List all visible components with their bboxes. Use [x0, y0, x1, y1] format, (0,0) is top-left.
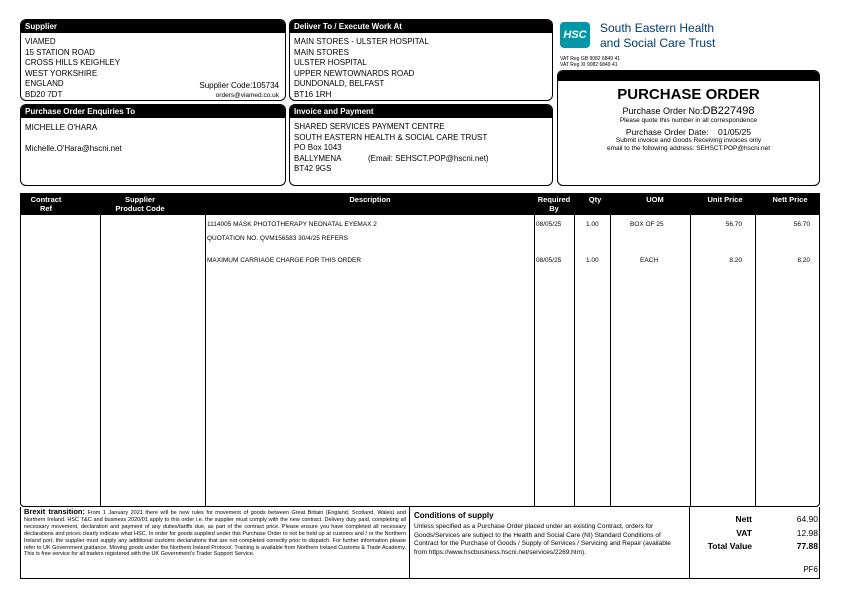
supplier-address: [25, 37, 120, 101]
col-divider: [100, 215, 101, 507]
po-quote-note: Please quote this number in all correspondence: [619, 117, 758, 124]
po-title: PURCHASE ORDER: [617, 86, 760, 103]
po-date-row: [558, 127, 819, 137]
conditions-text: Unless specified as a Purchase Order placed under an existing Contract, orders for Goods/Services are subject to the Health and Social Care (NI) Standard Conditions of Contract for the Purchase of Goods / Supply of Services / Servicing and Repair (available from https://www.hscbusiness.hscni.net/services/2269.htm).: [414, 523, 671, 556]
row2-qty: 1.00: [586, 257, 599, 264]
po-number-row: [558, 105, 819, 117]
row1-qty: 1.00: [586, 221, 599, 228]
totals-labels: [692, 513, 752, 554]
nett-label: Nett: [735, 514, 752, 524]
hsc-logo: HSC: [560, 22, 590, 48]
enquiries-name: MICHELLE O'HARA: [25, 123, 98, 132]
supplier-code: Supplier Code:105734: [199, 81, 279, 90]
row1-desc1: 1114005 MASK PHOTOTHERAPY NEONATAL EYEMAX 2: [207, 221, 377, 228]
vat-label: VAT: [736, 527, 752, 538]
col-divider: [574, 215, 575, 507]
po-submit-note: [558, 137, 819, 153]
invoice-line: PO Box 1043: [294, 143, 342, 153]
invoice-header: Invoice and Payment: [290, 105, 552, 118]
po-date: 01/05/25: [718, 127, 752, 137]
row1-uom: BOX OF 25: [630, 221, 664, 228]
deliver-address: [294, 37, 429, 101]
row2-desc1: MAXIMUM CARRIAGE CHARGE FOR THIS ORDER: [207, 257, 362, 264]
po-number-label: Purchase Order No:: [622, 106, 703, 116]
th-required-by: Required By: [537, 195, 571, 213]
col-divider: [205, 215, 206, 507]
deliver-header: Deliver To / Execute Work At: [290, 20, 552, 33]
row1-unit: 56.70: [725, 221, 742, 228]
row2-uom: EACH: [640, 257, 659, 264]
vat-reg-line1: VAT Reg GB 9082 6849 41: [560, 56, 621, 62]
brexit-text: From 1 January 2021 there will be new rules for movement of goods between Great Britain (England, Scotland, Wales) and Northern Ireland. HSC T&C and business 2020/01 apply to this order i.e. the supplier must comply with the new contract. Delivery duty paid, completing all necessary movement, declaration and payment of any duties/tariffs due, as part of the contract price. Please ensure you have completed all necessary declarations and prices clearly indicate what HSC. In order for goods supplied under this Purchase Order to not be held up at customs and / or the Northern Ireland port, the supplier must supply any additional customs declarations that are not completed correctly prior to dispatch. For further information please refer to UK Government guidance, Moving goods under the Northern Ireland Protocol. Training is available from Northern Ireland Customs & Trade Academy. This is free service for all traders registered with the UK Government's Trader Support Service.: [24, 510, 406, 558]
th-contract-ref: Contract Ref: [30, 195, 62, 213]
nett-value: 64.90: [796, 514, 818, 524]
row2-unit: 8.20: [729, 257, 742, 264]
col-divider: [690, 215, 691, 507]
invoice-line: BALLYMENA: [294, 153, 342, 163]
row1-nett: 56.70: [793, 221, 810, 228]
col-divider: [534, 215, 535, 507]
invoice-line: SOUTH EASTERN HEALTH & SOCIAL CARE TRUST: [294, 132, 488, 142]
deliver-line: BT16 1RH: [294, 89, 332, 99]
brexit-box: [20, 507, 410, 579]
invoice-email[interactable]: (Email: SEHSCT.POP@hscni.net): [368, 154, 489, 163]
supplier-email[interactable]: orders@viamed.co.uk: [215, 92, 279, 99]
supplier-line: CROSS HILLS KEIGHLEY: [25, 58, 121, 68]
totals-values: [760, 513, 818, 554]
supplier-box: [20, 19, 286, 101]
po-submit-line1: Submit invoice and Goods Receiving invoices only: [615, 137, 762, 144]
col-divider: [755, 215, 756, 507]
trust-name: [600, 21, 715, 51]
invoice-address: [294, 122, 487, 175]
po-date-label: Purchase Order Date:: [625, 127, 709, 137]
row1-desc2: QUOTATION NO. QVM156583 30/4/25 REFERS: [207, 235, 349, 242]
footer-code: PF6: [803, 565, 818, 574]
th-qty: Qty: [588, 195, 602, 204]
th-uom: UOM: [646, 195, 664, 204]
table-header: [20, 193, 820, 215]
invoice-line: BT42 9GS: [294, 164, 332, 174]
trust-name-line1: South Eastern Health: [600, 21, 715, 35]
enquiries-email[interactable]: Michelle.O'Hara@hscni.net: [25, 144, 122, 153]
supplier-line: 15 STATION ROAD: [25, 47, 95, 57]
deliver-to-box: [289, 19, 553, 101]
deliver-line: DUNDONALD, BELFAST: [294, 79, 385, 89]
row2-nett: 8.20: [797, 257, 810, 264]
po-submit-line2: email to the following address: SEHSCT.POP@hscni.net: [606, 145, 771, 152]
conditions-box: [410, 507, 690, 579]
th-unit-price: Unit Price: [707, 195, 743, 204]
invoice-line: SHARED SERVICES PAYMENT CENTRE: [294, 122, 445, 131]
items-table: [20, 193, 820, 507]
supplier-line: WEST YORKSHIRE: [25, 68, 98, 78]
po-number: DB227498: [702, 105, 755, 117]
trust-name-line2: and Social Care Trust: [600, 36, 716, 50]
row2-required: 08/05/25: [536, 257, 562, 264]
deliver-line: MAIN STORES: [294, 47, 349, 57]
deliver-line: MAIN STORES - ULSTER HOSPITAL: [294, 37, 429, 46]
deliver-line: UPPER NEWTOWNARDS ROAD: [294, 68, 415, 78]
invoice-box: [289, 104, 553, 186]
supplier-header: Supplier: [21, 20, 285, 33]
row1-required: 08/05/25: [536, 221, 562, 228]
vat-reg-line2: VAT Reg XI 9082 6849 41: [560, 62, 618, 68]
conditions-title: Conditions of supply: [414, 511, 494, 520]
enquiries-header: Purchase Order Enquiries To: [21, 105, 285, 118]
total-value: 77.88: [796, 541, 818, 551]
th-supplier-code: Supplier Product Code: [115, 195, 165, 213]
supplier-line: VIAMED: [25, 37, 56, 46]
purchase-order-box: [557, 70, 820, 186]
supplier-line: ENGLAND: [25, 79, 64, 89]
col-divider: [610, 215, 611, 507]
enquiries-box: [20, 104, 286, 186]
supplier-line: BD20 7DT: [25, 89, 63, 99]
th-description: Description: [349, 195, 391, 204]
po-top-bar: [558, 71, 819, 81]
total-label: Total Value: [707, 541, 752, 551]
th-nett-price: Nett Price: [772, 195, 808, 204]
vat-reg: [560, 56, 620, 68]
deliver-line: ULSTER HOSPITAL: [294, 58, 367, 68]
vat-value: 12.98: [796, 527, 818, 538]
brexit-title: Brexit transition:: [24, 507, 86, 516]
